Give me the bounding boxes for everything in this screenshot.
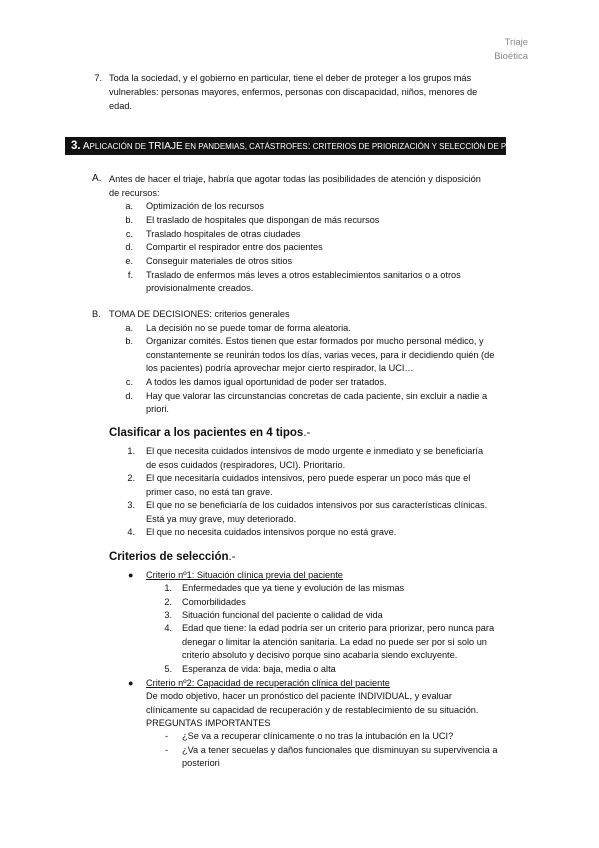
criterion-2-body-line-2: clínicamente su capacidad de recuperación y de restablecimiento de su situación. bbox=[146, 705, 479, 715]
criterion-2-question-1: ¿Se va a recuperar clínicamente o no tras la intubación en la UCI? bbox=[182, 731, 454, 741]
criterion-2-question-2-line-2: posteriori bbox=[182, 758, 220, 768]
part-a-item-f-line-1: Traslado de enfermos más leves a otros establecimientos sanitarios o a otros bbox=[146, 270, 461, 280]
part-a-item-b: El traslado de hospitales que dispongan de más recursos bbox=[146, 215, 380, 225]
criterion-1-item-3: Situación funcional del paciente o calidad de vida bbox=[182, 610, 383, 620]
part-b-title: TOMA DE DECISIONES: criterios generales bbox=[109, 309, 290, 319]
criterion-1-item-1-number: 1. bbox=[164, 583, 172, 593]
section-3-banner bbox=[65, 137, 546, 155]
criterion-1-item-4-line-2: denegar o limitar la atención sanitaria. La edad no puede ser por sí solo un bbox=[182, 637, 487, 647]
criterion-2-body-line-1: De modo objetivo, hacer un pronóstico del paciente INDIVIDUAL, y evaluar bbox=[146, 691, 452, 701]
criterion-1-item-2: Comorbilidades bbox=[182, 597, 246, 607]
part-a-item-d-letter: d. bbox=[125, 242, 133, 252]
part-b-item-d-line-2: priori. bbox=[146, 404, 169, 414]
part-b-item-c-letter: c. bbox=[125, 377, 133, 387]
criteria-heading bbox=[109, 551, 236, 563]
criterion-2-question-2-line-1: ¿Va a tener secuelas y daños funcionales que disminuyan su supervivencia a bbox=[182, 745, 498, 755]
classify-item-2-line-1: El que necesitaría cuidados intensivos, pero puede esperar un poco más que el bbox=[146, 473, 471, 483]
criterion-2-question-1-dash: - bbox=[165, 731, 169, 741]
classify-item-1-number: 1. bbox=[127, 446, 135, 456]
criterion-1-item-2-number: 2. bbox=[164, 597, 172, 607]
criterion-1-title: Criterio nº1: Situación clínica previa del paciente bbox=[146, 570, 343, 580]
part-a-item-a: Optimización de los recursos bbox=[146, 201, 264, 211]
part-b-item-b-line-1: Organizar comités. Estos tienen que estar formados por mucho personal médico, y bbox=[146, 336, 484, 346]
classify-item-1-line-2: de esos cuidados (respiradores, UCI). Prioritario. bbox=[146, 460, 346, 470]
part-a-item-e: Conseguir materiales de otros sitios bbox=[146, 256, 293, 266]
part-a-intro-line-2: de recursos: bbox=[109, 188, 160, 198]
classify-item-2-number: 2. bbox=[127, 473, 135, 483]
part-b-letter: B. bbox=[92, 309, 101, 319]
criteria-heading-text: Criterios de selección bbox=[109, 551, 229, 563]
part-a-letter: A. bbox=[92, 173, 102, 184]
part-a-item-b-letter: b. bbox=[125, 215, 133, 225]
criterion-1-item-3-number: 3. bbox=[164, 610, 172, 620]
classify-item-3-line-1: El que no se beneficiaría de los cuidados intensivos por sus características clínicas. bbox=[146, 500, 488, 510]
part-b-item-b-line-3: los pacientes) podría aprovechar mejor cierto respirador, la UCI… bbox=[146, 363, 414, 373]
part-b-item-b-line-2: constantemente se reunirán todos los días, varias veces, para ir decidiendo quién (de bbox=[146, 350, 495, 360]
item-7-line-3: edad. bbox=[109, 101, 132, 111]
criterion-1-item-4-number: 4. bbox=[164, 623, 172, 633]
part-b-item-c: A todos les damos igual oportunidad de poder ser tratados. bbox=[146, 377, 387, 387]
criterion-2-question-2-dash: - bbox=[165, 745, 169, 755]
part-b-item-d-letter: d. bbox=[125, 391, 133, 401]
part-b-item-a: La decisión no se puede tomar de forma aleatoria. bbox=[146, 323, 351, 333]
criterion-1-item-5-number: 5. bbox=[164, 664, 172, 674]
part-a-item-a-letter: a. bbox=[125, 201, 133, 211]
header-subject: Triaje bbox=[504, 37, 528, 48]
part-b-item-b-letter: b. bbox=[125, 336, 133, 346]
criterion-2-title: Criterio nº2: Capacidad de recuperación clínica del paciente bbox=[146, 678, 390, 688]
section-3-number: 3. bbox=[71, 140, 81, 152]
criterion-2-bullet: ● bbox=[128, 678, 134, 688]
part-a-item-c: Traslado hospitales de otras ciudades bbox=[146, 229, 301, 239]
criteria-heading-suffix: .- bbox=[228, 551, 236, 563]
part-a-item-f-letter: f. bbox=[127, 270, 133, 280]
item-7-number: 7. bbox=[94, 73, 102, 83]
item-7-line-1: Toda la sociedad, y el gobierno en particular, tiene el deber de proteger a los grupos más bbox=[109, 73, 472, 83]
part-b-item-a-letter: a. bbox=[125, 323, 133, 333]
section-3-title-criteria: CRITERIOS DE PRIORIZACIÓN Y SELECCIÓN DE PACIENTES bbox=[310, 142, 546, 151]
part-b-item-d-line-1: Hay que valorar las circunstancias concretas de cada paciente, sin excluir a nadie a bbox=[146, 391, 488, 401]
criterion-2-questions-title: PREGUNTAS IMPORTANTES bbox=[146, 718, 271, 728]
classify-heading bbox=[109, 427, 310, 439]
criterion-1-item-5: Esperanza de vida: baja, media o alta bbox=[182, 664, 336, 674]
section-3-title-context: EN PANDEMIAS, CATÁSTROFES bbox=[182, 142, 308, 151]
classify-item-3-number: 3. bbox=[127, 500, 135, 510]
criterion-1-bullet: ● bbox=[128, 570, 134, 580]
item-7-line-2: vulnerables: personas mayores, enfermos, personas con discapacidad, niños, menores de bbox=[109, 87, 478, 97]
section-3-title-triaje: TRIAJE bbox=[148, 141, 183, 152]
criterion-1-item-4-line-1: Edad que tiene: la edad podría ser un criterio para priorizar, pero nunca para bbox=[182, 623, 495, 633]
section-3-title-initial: A bbox=[82, 141, 90, 152]
criterion-1-item-1: Enfermedades que ya tiene y evolución de las mismas bbox=[182, 583, 405, 593]
classify-item-1-line-1: El que necesita cuidados intensivos de modo urgente e inmediato y se beneficiaría bbox=[146, 446, 484, 456]
criterion-1-item-4-line-3: criterio absoluto y decisivo porque sino acabaría siendo excluyente. bbox=[182, 650, 458, 660]
classify-item-3-line-2: Está ya muy grave, muy deteriorado. bbox=[146, 514, 297, 524]
part-a-intro-line-1: Antes de hacer el triaje, habría que agotar todas las posibilidades de atención y disposición bbox=[109, 174, 481, 184]
classify-item-2-line-2: primer caso, no está tan grave. bbox=[146, 487, 273, 497]
part-a-item-f-line-2: provisionalmente creados. bbox=[146, 283, 254, 293]
classify-heading-text: Clasificar a los pacientes en 4 tipos bbox=[109, 427, 304, 439]
part-a-item-d: Compartir el respirador entre dos pacientes bbox=[146, 242, 323, 252]
section-3-title-colon: : bbox=[307, 141, 311, 152]
classify-item-4-line-1: El que no necesita cuidados intensivos porque no está grave. bbox=[146, 527, 397, 537]
part-a-item-c-letter: c. bbox=[125, 229, 133, 239]
section-3-title-part: PLICACIÓN DE bbox=[89, 142, 149, 151]
classify-heading-suffix: .- bbox=[303, 427, 311, 439]
part-a-item-e-letter: e. bbox=[125, 256, 133, 266]
header-course: Bioética bbox=[494, 51, 528, 62]
classify-item-4-number: 4. bbox=[127, 527, 135, 537]
